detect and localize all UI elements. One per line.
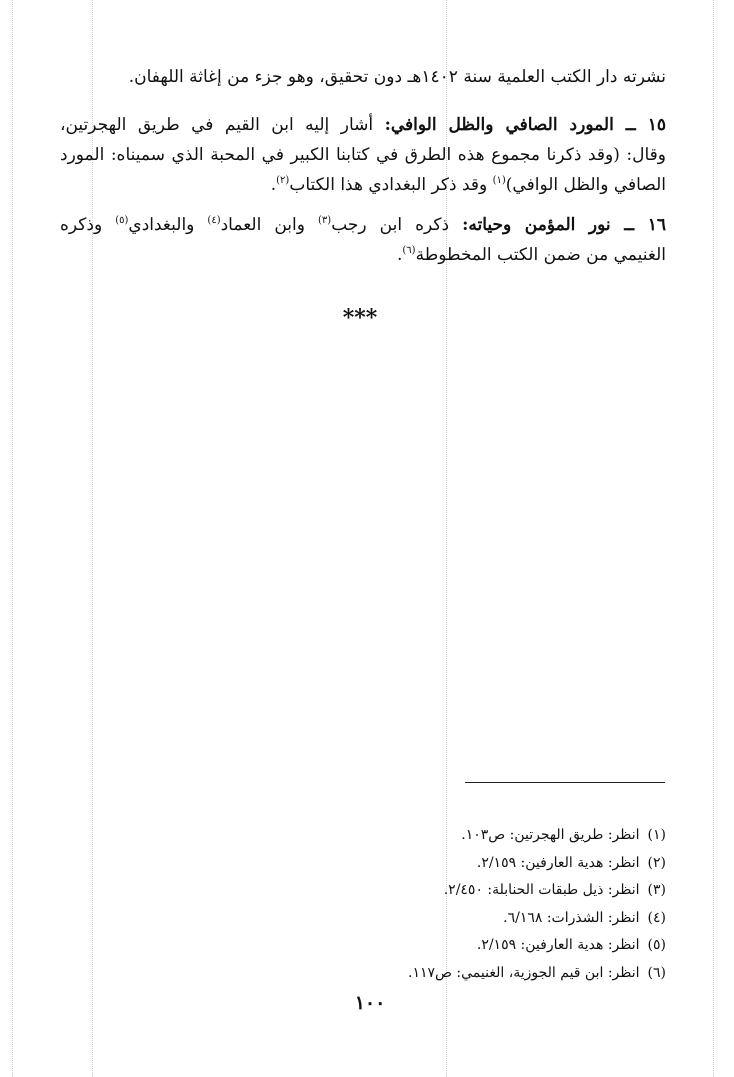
footnote-item	[346, 850, 666, 878]
entry-15-text: الصافي والظل الوافي)	[505, 175, 666, 195]
footnote-rule	[465, 782, 665, 783]
footnote-number: (٦)	[647, 964, 666, 981]
entry-16-text: ذكره ابن رجب	[331, 215, 450, 235]
entry-15-text: أشار إليه ابن القيم في طريق الهجرتين،	[60, 115, 374, 135]
footnote-number: (٥)	[647, 937, 666, 954]
page-edge-line	[713, 0, 714, 1077]
page-edge-line	[12, 0, 13, 1077]
footnote-item	[346, 877, 666, 905]
page-number: ١٠٠	[354, 992, 386, 1014]
entry-16	[60, 210, 666, 270]
entry-16-text: الغنيمي من ضمن الكتب المخطوطة	[415, 245, 666, 265]
footnote-text: انظر: الشذرات: ٦/١٦٨.	[503, 909, 640, 926]
footnote-text: انظر: هدية العارفين: ٢/١٥٩.	[476, 937, 640, 954]
entry-16-text: وذكره	[60, 215, 103, 235]
entry-16-text: وابن العماد	[220, 215, 305, 235]
entry-15-heading: ١٥ ــ المورد الصافي والظل الوافي:	[384, 115, 667, 135]
footnote-number: (٤)	[647, 909, 666, 926]
footnote-ref: (٣)	[318, 215, 332, 226]
intro-line: نشرته دار الكتب العلمية سنة ١٤٠٢هـ دون تحقيق، وهو جزء من إغاثة اللهفان.	[128, 67, 666, 87]
section-separator: ***	[342, 305, 378, 331]
entry-16-line-2	[60, 240, 666, 270]
footnote-item	[346, 960, 666, 988]
footnote-number: (٢)	[647, 854, 666, 871]
entry-16-text: والبغدادي	[128, 215, 195, 235]
footnote-text: انظر: ذيل طبقات الحنابلة: ٢/٤٥٠.	[443, 882, 640, 899]
footnote-text: انظر: ابن قيم الجوزية، الغنيمي: ص١١٧.	[408, 964, 640, 981]
footnote-text: انظر: هدية العارفين: ٢/١٥٩.	[476, 854, 640, 871]
footnote-item	[346, 932, 666, 960]
footnote-ref: (١)	[492, 175, 506, 186]
entry-16-heading: ١٦ ــ نور المؤمن وحياته:	[462, 215, 666, 235]
footnote-ref: (٥)	[115, 215, 129, 226]
footnote-text: انظر: طريق الهجرتين: ص١٠٣.	[461, 827, 640, 843]
entry-16-line-1	[60, 210, 666, 240]
entry-15-text: وقد ذكر البغدادي هذا الكتاب	[289, 175, 488, 195]
footnote-ref: (٤)	[207, 215, 221, 226]
intro-paragraph	[60, 62, 666, 92]
entry-16-text: .	[396, 245, 403, 265]
entry-15-line-2: وقال: (وقد ذكرنا مجموع هذه الطرق في كتابنا الكبير في المحبة الذي سميناه: المورد	[60, 145, 666, 165]
footnote-number: (٣)	[647, 882, 666, 899]
footnote-item	[346, 822, 666, 850]
entry-15-text: .	[270, 175, 277, 195]
footnote-item	[346, 905, 666, 933]
footnotes-list	[346, 822, 666, 988]
footnote-ref: (٢)	[276, 175, 290, 186]
entry-15	[60, 110, 666, 200]
entry-15-line-1	[60, 110, 666, 140]
entry-15-line-3	[60, 170, 666, 200]
footnote-ref: (٦)	[402, 245, 416, 256]
footnote-number: (١)	[647, 827, 666, 843]
